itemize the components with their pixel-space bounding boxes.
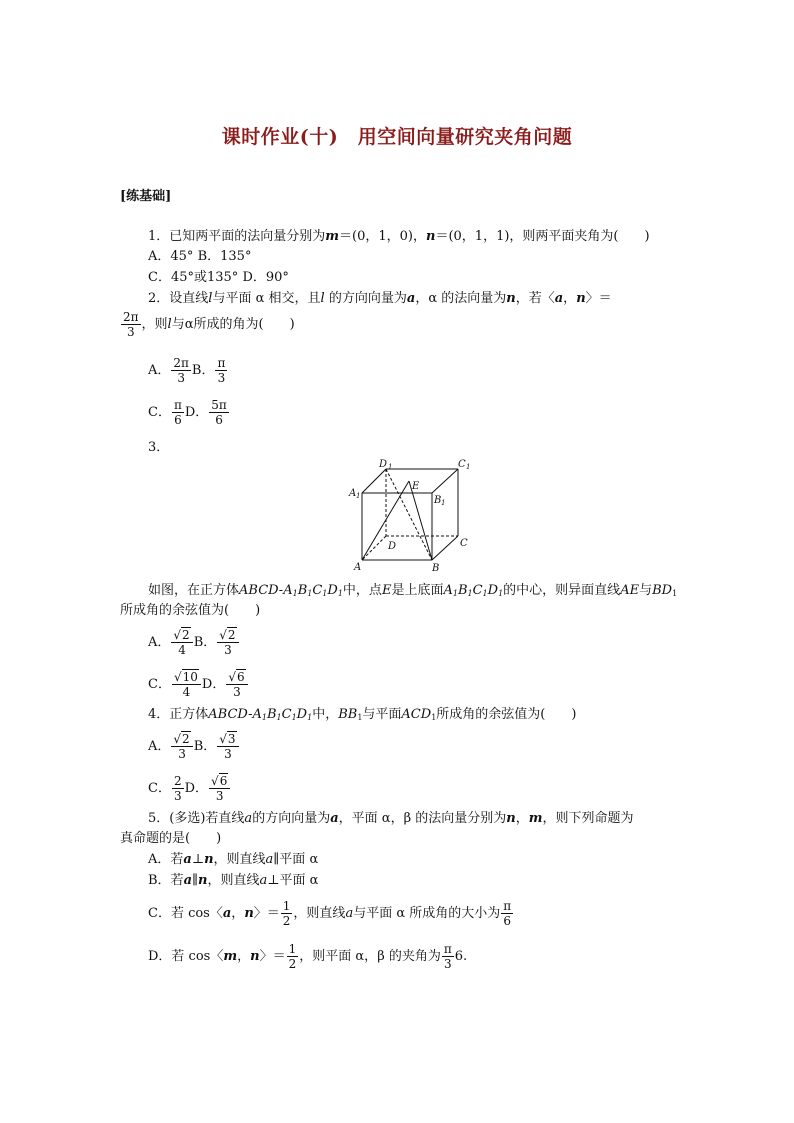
q4-options-cd: C． $\frac{2}{3}$ D． $\frac{√6}{3}$	[148, 774, 231, 803]
q2-options-ab: A． $\frac{2\pi}{3}$ B． $\frac{\pi}{3}$	[148, 356, 226, 385]
q4-stem: 4．正方体ABCD-$A_1B_1C_1D_1$中，$BB_1$与平面$ACD_1$所成角的余弦值为( )	[148, 707, 577, 722]
label-c1: C	[458, 459, 466, 470]
q5-option-d: D．若 cos〈m，n〉＝ $\frac{1}{2}$ ，则平面 α，β 的夹角为 $\frac{\pi}{3}$ 6.	[148, 942, 468, 971]
q5-stem-line2: 真命题的是( )	[120, 831, 222, 846]
label-a1: A	[349, 488, 357, 499]
cube-figure	[346, 458, 476, 574]
label-d: D	[388, 541, 397, 552]
q3-stem-line2: 所成角的余弦值为( )	[120, 603, 261, 618]
label-c: C	[460, 538, 468, 549]
label-b: B	[432, 563, 440, 574]
q1-options-ab: A．45° B．135°	[148, 249, 252, 264]
q2-stem-line2: $\frac{2\pi}{3}$ ，则l与α所成的角为( )	[123, 310, 295, 339]
q5-stem-line1: 5．(多选)若直线a的方向向量为a，平面 α，β 的法向量分别为n，m，则下列命题为	[148, 811, 634, 826]
label-d1: D	[379, 459, 388, 470]
q3-options-cd: C． $\frac{√10}{4}$ D． $\frac{√6}{3}$	[148, 670, 249, 699]
q1-options-cd: C．45°或135° D．90°	[148, 270, 289, 285]
page-title: 课时作业(十) 用空间向量研究夹角问题	[221, 126, 573, 148]
q2-options-cd: C． $\frac{\pi}{6}$ D． $\frac{5\pi}{6}$	[148, 398, 227, 427]
label-a: A	[354, 562, 362, 573]
q4-options-ab: A． $\frac{√2}{3}$ B． $\frac{√3}{3}$	[148, 732, 240, 761]
q3-stem-line1: 如图，在正方体ABCD-$A_1B_1C_1D_1$中，点E是上底面$A_1B_1C_1D_1$的中心，则异面直线AE与$BD_1$	[148, 583, 678, 598]
svg-text:1: 1	[441, 499, 446, 507]
q2-stem-line1: 2．设直线l与平面 α 相交，且l 的方向向量为a，α 的法向量为n，若〈a，n〉＝	[148, 291, 612, 306]
q1-stem: 1．已知两平面的法向量分别为m＝(0，1，0)，n＝(0，1，1)，则两平面夹角为( )	[148, 229, 650, 244]
label-e: E	[412, 481, 420, 492]
q3-number: 3．	[148, 440, 170, 455]
section-heading: [练基础]	[120, 189, 172, 204]
q5-option-c: C．若 cos〈a，n〉＝ $\frac{1}{2}$ ，则直线a与平面 α 所成角的大小为 $\frac{\pi}{6}$	[148, 899, 512, 928]
svg-text:1: 1	[466, 463, 471, 471]
q3-options-ab: A． $\frac{√2}{4}$ B． $\frac{√2}{3}$	[148, 628, 240, 657]
fraction: $\frac{2\pi}{3}$	[123, 310, 139, 339]
q5-option-a: A．若a⊥n，则直线a∥平面 α	[148, 852, 319, 867]
label-b1: B	[434, 495, 442, 506]
svg-text:1: 1	[388, 463, 393, 471]
q5-option-b: B．若a∥n，则直线a⊥平面 α	[148, 873, 319, 888]
svg-text:1: 1	[356, 492, 361, 500]
